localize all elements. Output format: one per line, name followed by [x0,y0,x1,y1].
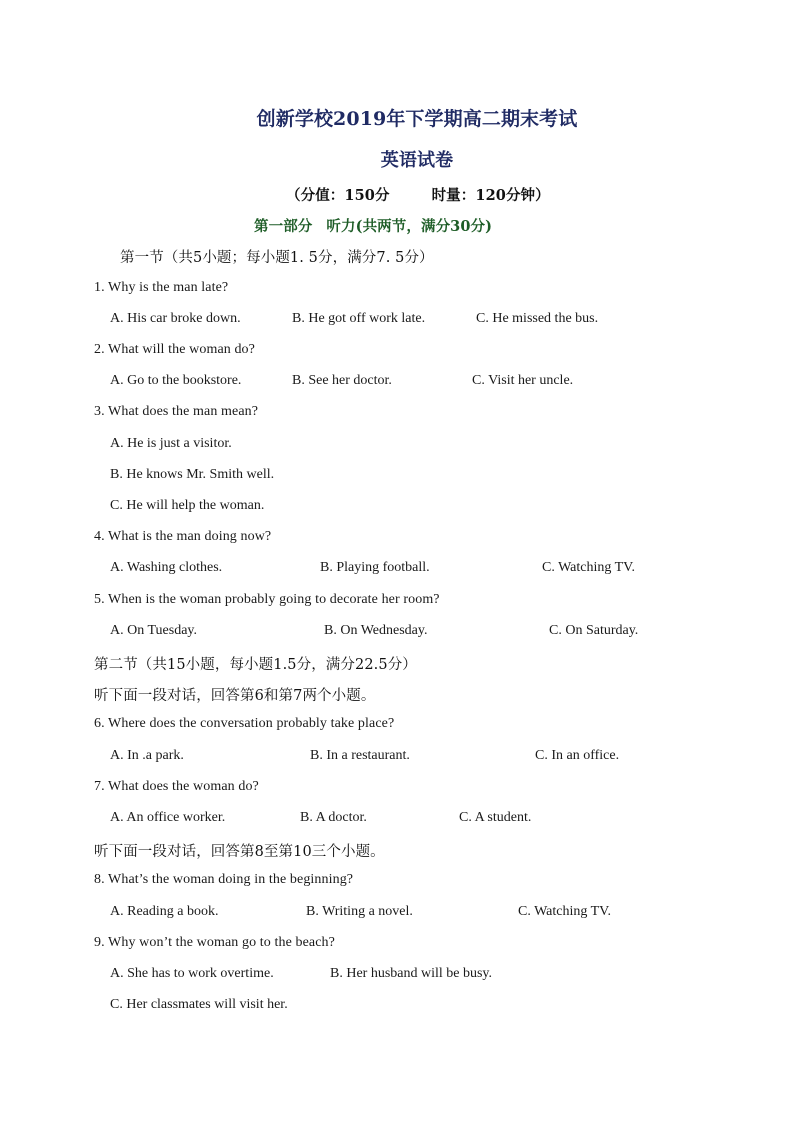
question-8-stem: 8. What’s the woman doing in the beginning? [94,872,354,887]
question-2-option-a: A. Go to the bookstore. [110,373,242,388]
question-4-option-a: A. Washing clothes. [110,560,223,575]
section2-instruction-1: 听下面一段对话，回答第6和第7两个小题。 [94,688,376,704]
question-8-option-a: A. Reading a book. [110,904,219,919]
question-5-option-b: B. On Wednesday. [324,623,428,638]
question-6-stem: 6. Where does the conversation probably take place? [94,716,395,731]
question-5-stem: 5. When is the woman probably going to decorate her room? [94,592,440,607]
section1-heading: 第一节（共5小题；每小题1. 5分，满分7. 5分） [120,250,434,266]
question-9-option-b: B. Her husband will be busy. [330,966,493,981]
question-1-option-b: B. He got off work late. [292,311,426,326]
question-8-option-b: B. Writing a novel. [306,904,413,919]
question-6-option-a: A. In .a park. [110,748,184,763]
exam-meta [286,184,550,205]
question-3-option-a: A. He is just a visitor. [110,436,232,451]
question-9-option-c: C. Her classmates will visit her. [110,997,288,1012]
section2-heading: 第二节（共15小题，每小题1.5分，满分22.5分） [94,657,417,673]
exam-subtitle: 英语试卷 [380,150,454,171]
question-3-stem: 3. What does the man mean? [94,404,259,419]
score-info: （分值：150分 [286,187,390,204]
part-description: 听力(共两节，满分30分) [326,218,493,235]
question-3-option-c: C. He will help the woman. [110,498,265,513]
question-4-stem: 4. What is the man doing now? [94,529,272,544]
question-2-option-b: B. See her doctor. [292,373,392,388]
question-6-option-b: B. In a restaurant. [310,748,410,763]
question-7-option-b: B. A doctor. [300,810,367,825]
question-2-option-c: C. Visit her uncle. [472,373,574,388]
question-7-stem: 7. What does the woman do? [94,779,259,794]
part-heading [254,215,492,236]
section2-instruction-2: 听下面一段对话，回答第8至第10三个小题。 [94,844,385,860]
question-1-option-a: A. His car broke down. [110,311,241,326]
exam-title: 创新学校2019年下学期高二期末考试 [256,108,578,130]
question-3-option-b: B. He knows Mr. Smith well. [110,467,275,482]
question-4-option-b: B. Playing football. [320,560,430,575]
question-2-stem: 2. What will the woman do? [94,342,255,357]
question-9-stem: 9. Why won’t the woman go to the beach? [94,935,335,950]
part-label: 第一部分 [254,218,313,235]
question-7-option-a: A. An office worker. [110,810,226,825]
question-1-option-c: C. He missed the bus. [476,311,599,326]
question-9-option-a: A. She has to work overtime. [110,966,274,981]
question-8-option-c: C. Watching TV. [518,904,611,919]
question-6-option-c: C. In an office. [535,748,620,763]
question-7-option-c: C. A student. [459,810,532,825]
question-5-option-a: A. On Tuesday. [110,623,197,638]
time-info: 时量：120分钟） [431,187,550,204]
question-5-option-c: C. On Saturday. [549,623,639,638]
question-4-option-c: C. Watching TV. [542,560,635,575]
question-1-stem: 1. Why is the man late? [94,280,229,295]
